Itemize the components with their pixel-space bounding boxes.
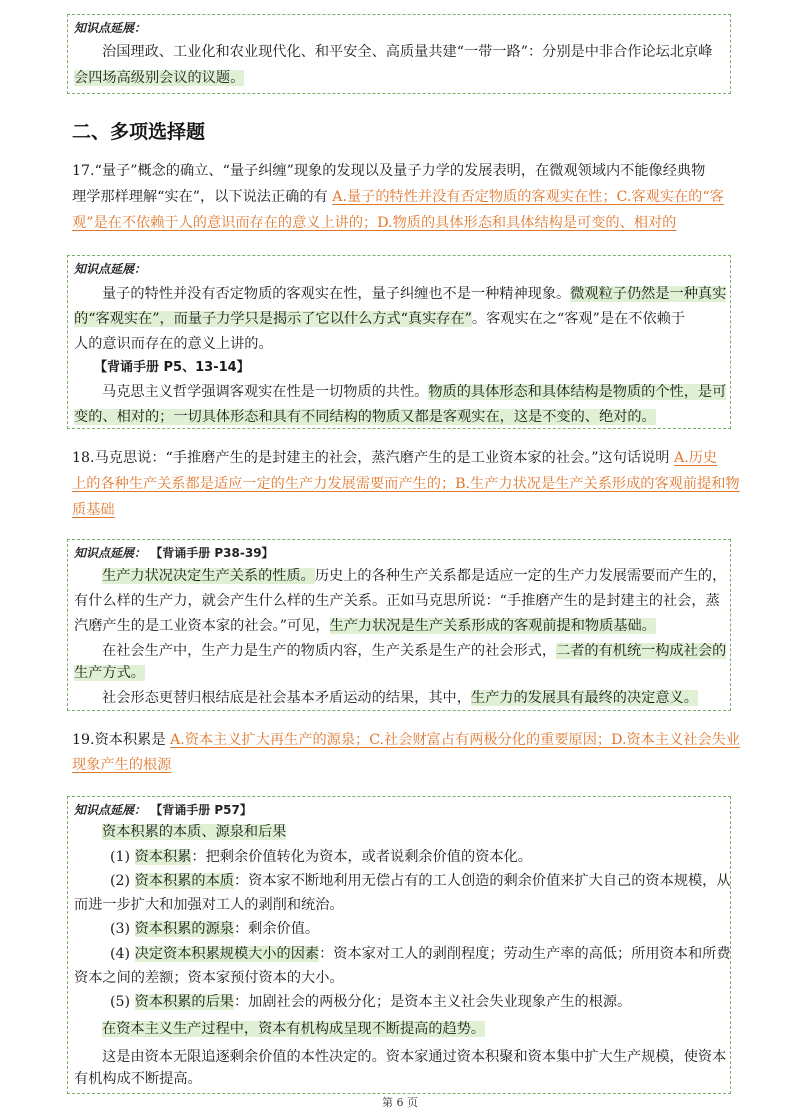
box2-line2: 有什么样的生产力，就会产生什么样的生产关系。正如马克思所说：“手推磨产生的是封建主的社会，蒸: [74, 593, 720, 609]
knowledge-label: 知识点延展： 【背诵手册 P57】: [74, 803, 252, 817]
box3-item2-cont: 而进一步扩大和加强对工人的剥削和统治。: [74, 897, 344, 913]
box1-line6: 变的、相对的；一切具体形态和具有不同结构的物质又都是客观实在，这是不变的、绝对的。: [74, 409, 656, 425]
box3-line7: 在资本主义生产过程中，资本有机构成呈现不断提高的趋势。: [102, 1021, 486, 1037]
box0-line2: 会四场高级别会议的议题。: [74, 70, 245, 86]
q17-line2: 理学那样理解“实在”，以下说法正确的有 A.量子的特性并没有否定物质的客观实在性；C.客观实在的“客: [72, 189, 724, 205]
q18-answer: A.历史: [673, 450, 718, 466]
box1-line1: 量子的特性并没有否定物质的客观实在性，量子纠缠也不是一种精神现象。微观粒子仍然是一种真实: [102, 286, 727, 302]
knowledge-box-2: [67, 539, 731, 711]
knowledge-box-0: [67, 14, 731, 94]
page-number: 第 6 页: [382, 1096, 418, 1109]
box3-line8: 这是由资本无限追逐剩余价值的本性决定的。资本家通过资本积聚和资本集中扩大生产规模，使资本: [102, 1049, 727, 1065]
knowledge-label: 知识点延展： 【背诵手册 P38-39】: [74, 546, 274, 560]
q18-line2: 上的各种生产关系都是适应一定的生产力发展需要而产生的；B.生产力状况是生产关系形成的客观前提和物: [72, 476, 740, 492]
q18-line1: 18.马克思说：“手推磨产生的是封建主的社会，蒸汽磨产生的是工业资本家的社会。”这句话说明 A.历史: [72, 450, 718, 466]
box1-line2: 的“客观实在”，而量子力学只是揭示了它以什么方式“真实存在”。客观实在之“客观”是在不依赖于: [74, 311, 686, 327]
knowledge-label: 知识点延展：: [74, 21, 147, 35]
box3-line9: 有机构成不断提高。: [74, 1071, 202, 1087]
q17-line3: 观”是在不依赖于人的意识而存在的意义上讲的；D.物质的具体形态和具体结构是可变的、相对的: [72, 215, 677, 231]
q17-line1: 17.“量子”概念的确立、“量子纠缠”现象的发现以及量子力学的发展表明，在微观领域内不能像经典物: [72, 163, 706, 179]
box3-item3: (3) 资本积累的源泉：剩余价值。: [110, 921, 320, 937]
knowledge-box-3: [67, 796, 731, 1094]
box3-item2: (2) 资本积累的本质：资本家不断地利用无偿占有的工人创造的剩余价值来扩大自己的资本规模，从: [110, 873, 731, 889]
section-title: 二、多项选择题: [72, 121, 206, 143]
knowledge-label: 知识点延展：: [74, 262, 147, 276]
q17-answer: A.量子的特性并没有否定物质的客观实在性；C.客观实在的“客: [332, 189, 724, 205]
box0-line1: 治国理政、工业化和农业现代化、和平安全、高质量共建“一带一路”：分别是中非合作论坛北京峰: [102, 44, 713, 60]
box2-line1: 生产力状况决定生产关系的性质。历史上的各种生产关系都是适应一定的生产力发展需要而产生的，: [102, 568, 727, 584]
box1-line5: 马克思主义哲学强调客观实在性是一切物质的共性。物质的具体形态和具体结构是物质的个性，是可: [102, 384, 727, 400]
knowledge-box-1: [67, 255, 731, 429]
box2-line5: 生产方式。: [74, 665, 145, 681]
box3-line1: 资本积累的本质、源泉和后果: [102, 824, 287, 840]
box2-line3: 汽磨产生的是工业资本家的社会。”可见，生产力状况是生产关系形成的客观前提和物质基础。: [74, 618, 656, 634]
box3-item5: (5) 资本积累的后果：加剧社会的两极分化；是资本主义社会失业现象产生的根源。: [110, 994, 632, 1010]
box2-line4: 在社会生产中，生产力是生产的物质内容，生产关系是生产的社会形式，二者的有机统一构成社会的: [102, 643, 727, 659]
box2-line6: 社会形态更替归根结底是社会基本矛盾运动的结果，其中，生产力的发展具有最终的决定意义。: [102, 690, 698, 706]
q19-line2: 现象产生的根源: [72, 757, 172, 773]
q19-answer: A.资本主义扩大再生产的源泉；C.社会财富占有两极分化的重要原因；D.资本主义社会失业: [170, 732, 740, 748]
box3-item1: (1) 资本积累：把剩余价值转化为资本，或者说剩余价值的资本化。: [110, 849, 532, 865]
box3-item4-cont: 资本之间的差额；资本家预付资本的大小。: [74, 970, 344, 986]
box3-item4: (4) 决定资本积累规模大小的因素：资本家对工人的剥削程度；劳动生产率的高低；所用资本和所费: [110, 946, 731, 962]
box1-line3: 人的意识而存在的意义上讲的。: [74, 336, 273, 352]
q18-line3: 质基础: [72, 502, 115, 518]
q19-line1: 19.资本积累是 A.资本主义扩大再生产的源泉；C.社会财富占有两极分化的重要原因；D.资本主义社会失业: [72, 732, 740, 748]
box1-ref: 【背诵手册 P5、13-14】: [94, 360, 250, 375]
